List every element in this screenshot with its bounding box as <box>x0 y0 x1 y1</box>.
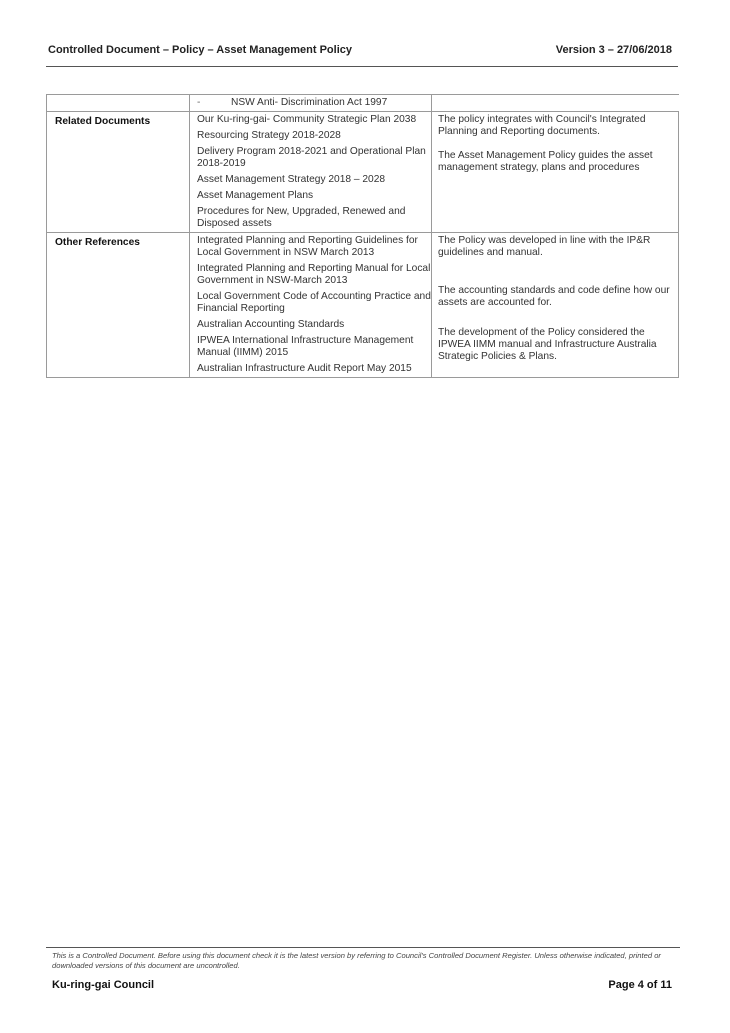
council-name: Ku-ring-gai Council <box>52 979 155 991</box>
list-item: Australian Accounting Standards <box>197 319 345 330</box>
table-row-related-documents <box>47 112 679 233</box>
other-references-list <box>190 233 432 378</box>
note-text: The development of the Policy considered the IPWEA IIMM manual and Infrastructure Australia Strategic Policies & Plans. <box>438 327 657 362</box>
document-version: Version 3 – 27/06/2018 <box>555 44 672 56</box>
other-references-label: Other References <box>47 233 190 378</box>
legislation-cell <box>190 95 432 112</box>
legislation-text: NSW Anti- Discrimination Act 1997 <box>231 97 388 108</box>
list-item: Delivery Program 2018-2021 and Operational Plan 2018-2019 <box>197 146 426 169</box>
table-row <box>47 95 679 112</box>
list-dash: - <box>197 97 201 108</box>
list-item: Our Ku-ring-gai- Community Strategic Plan 2038 <box>197 114 417 125</box>
related-documents-notes <box>432 112 679 233</box>
related-documents-label: Related Documents <box>47 112 190 233</box>
page-header <box>46 44 678 67</box>
list-item: IPWEA International Infrastructure Management Manual (IIMM) 2015 <box>197 335 414 358</box>
note-text: The accounting standards and code define how our assets are accounted for. <box>438 285 670 308</box>
note-text: The policy integrates with Council's Integrated Planning and Reporting documents. <box>438 114 646 137</box>
table-cell-empty <box>47 95 190 112</box>
footer-divider <box>46 947 680 948</box>
list-item: Australian Infrastructure Audit Report May 2015 <box>197 363 412 374</box>
list-item: Integrated Planning and Reporting Manual for Local Government in NSW-March 2013 <box>197 263 431 286</box>
table-cell-empty <box>432 95 679 112</box>
page-number: Page 4 of 11 <box>608 979 672 991</box>
other-references-notes <box>432 233 679 378</box>
list-item: Procedures for New, Upgraded, Renewed and Disposed assets <box>197 206 406 229</box>
note-text: The Policy was developed in line with the IP&R guidelines and manual. <box>438 235 651 258</box>
note-text: The Asset Management Policy guides the asset management strategy, plans and procedures <box>438 150 653 173</box>
list-item: Asset Management Strategy 2018 – 2028 <box>197 174 386 185</box>
document-title: Controlled Document – Policy – Asset Management Policy <box>48 44 352 56</box>
table-row-other-references <box>47 233 679 378</box>
list-item: Resourcing Strategy 2018-2028 <box>197 130 341 141</box>
list-item: Asset Management Plans <box>197 190 314 201</box>
references-table <box>46 94 679 378</box>
related-documents-list <box>190 112 432 233</box>
list-item: Integrated Planning and Reporting Guidelines for Local Government in NSW March 2013 <box>197 235 418 258</box>
list-item <box>197 97 431 109</box>
controlled-document-notice: This is a Controlled Document. Before using this document check it is the latest version by referring to Council's Controlled Document Register. Unless otherwise indicated, printed or downloaded versions of this document are uncontrolled. <box>52 951 661 970</box>
list-item: Local Government Code of Accounting Practice and Financial Reporting <box>197 291 431 314</box>
